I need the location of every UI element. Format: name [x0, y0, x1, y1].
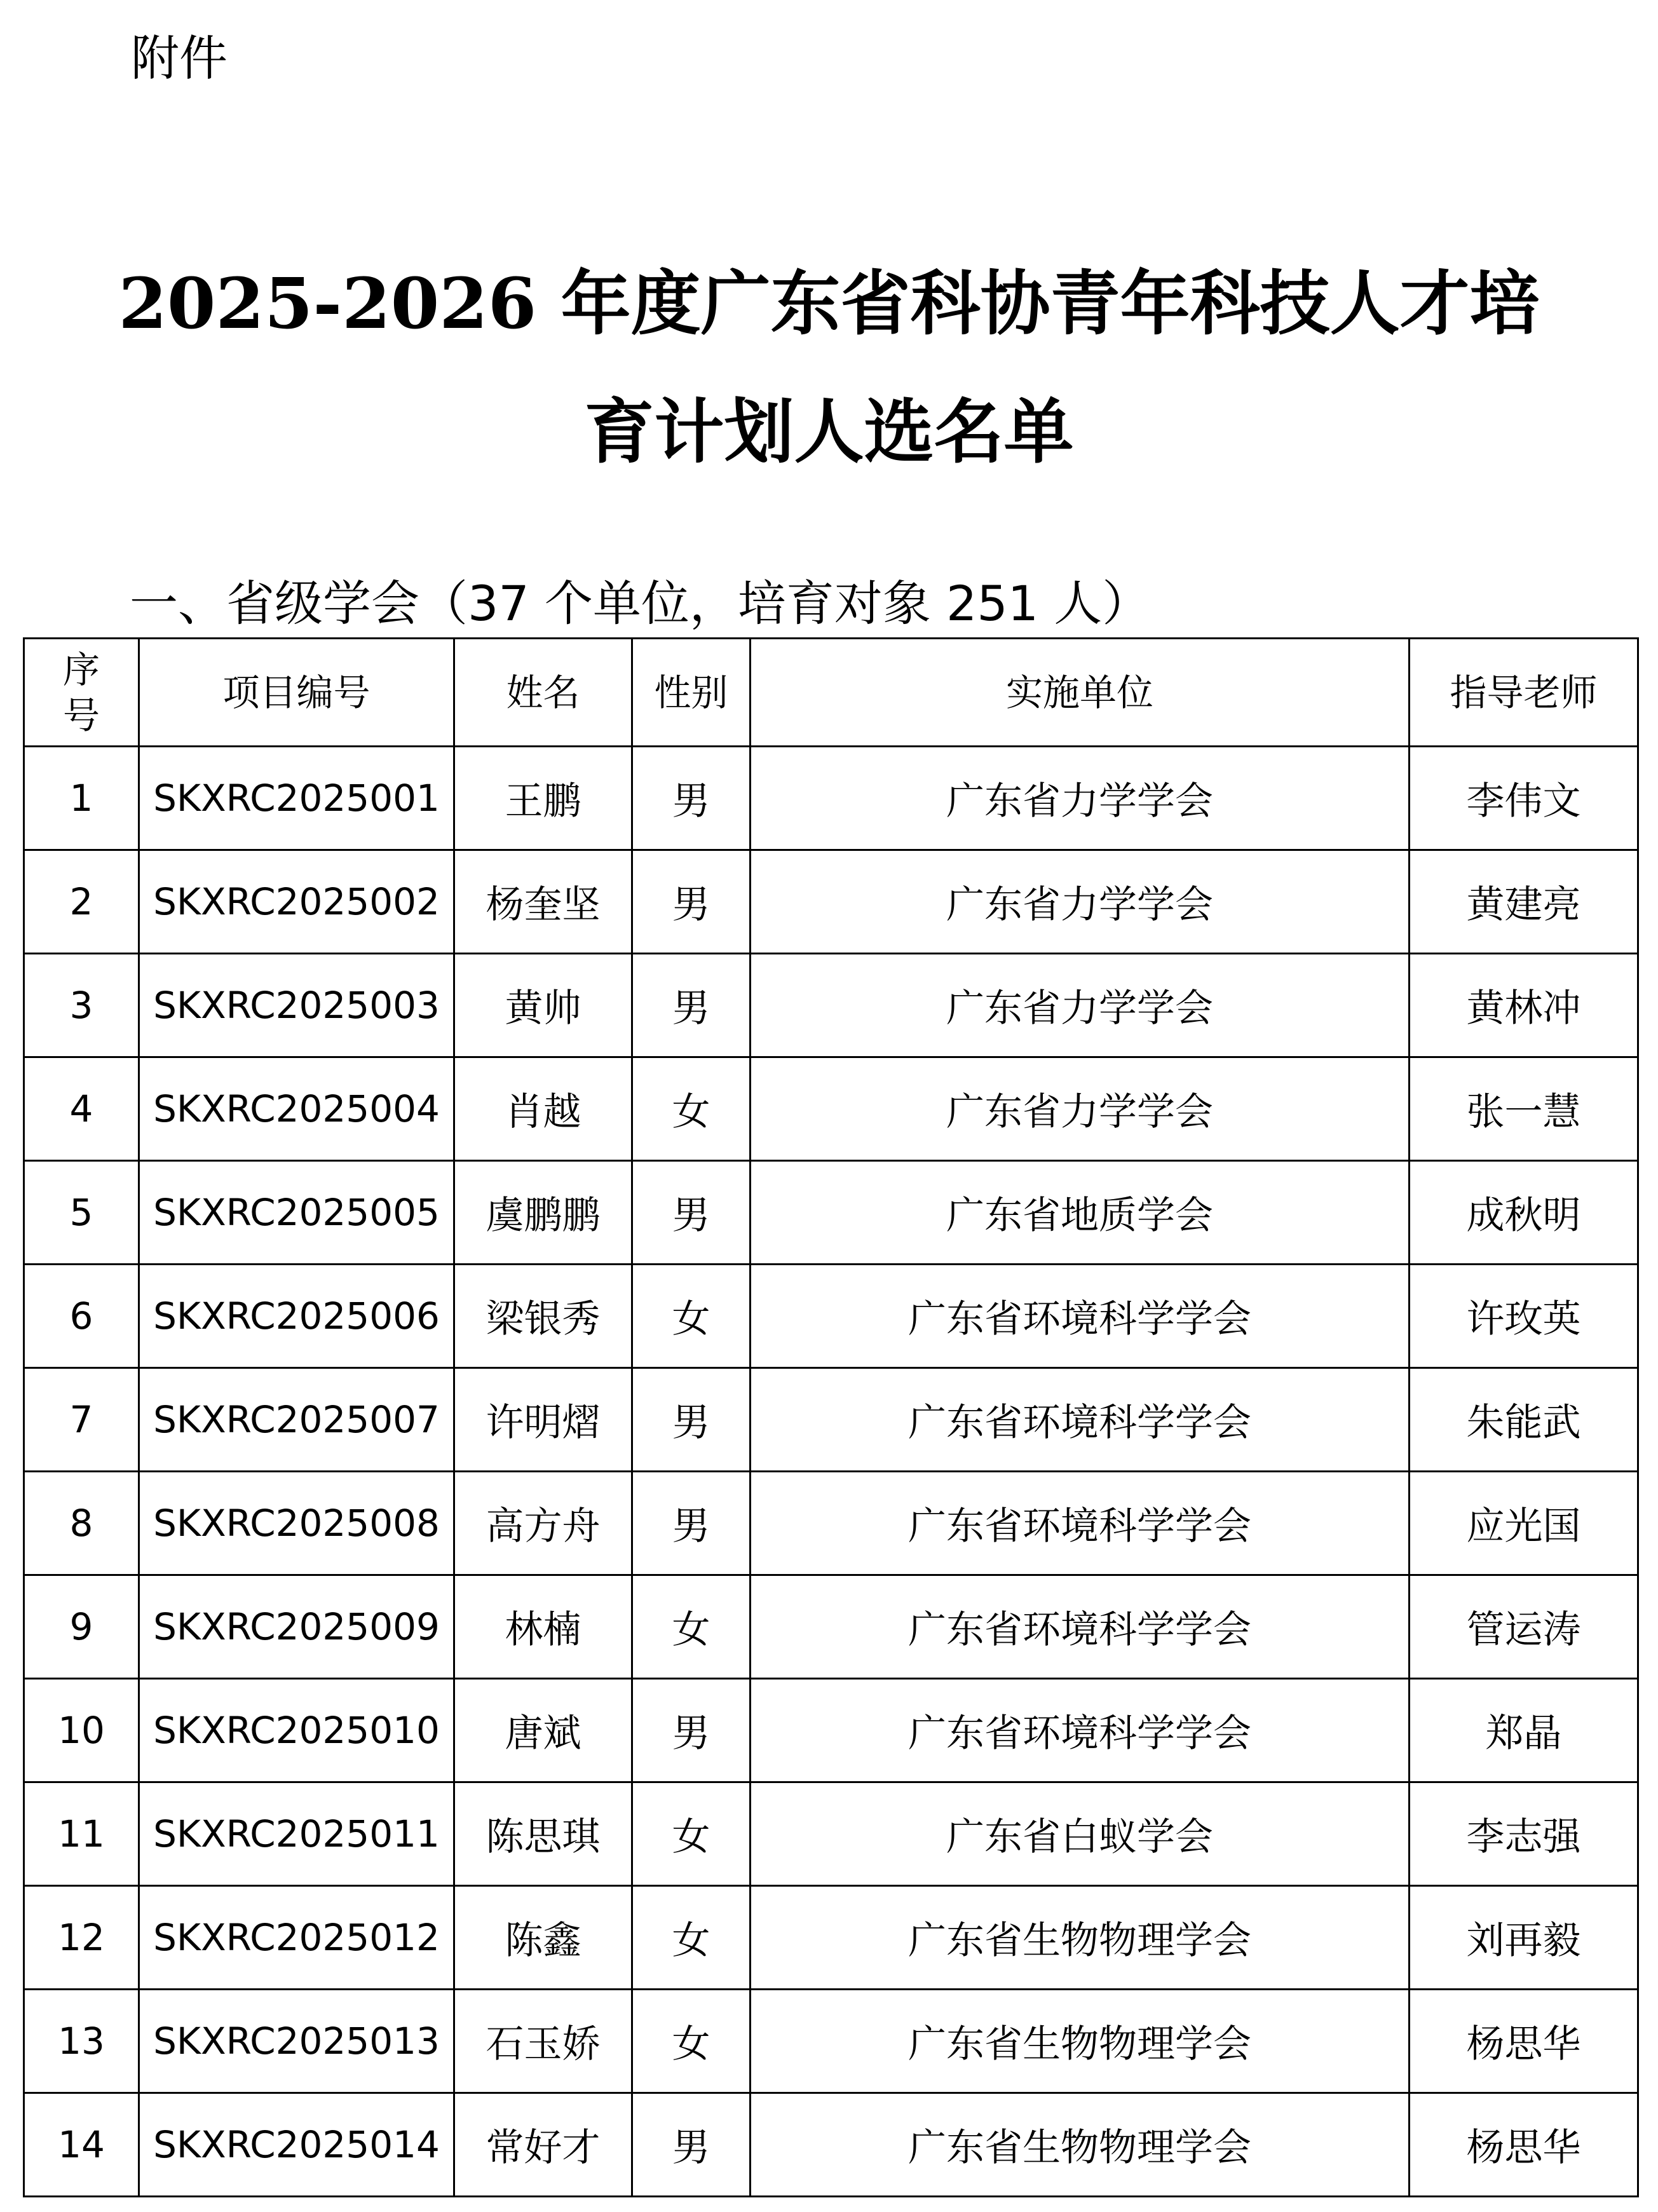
table-row [24, 954, 1638, 1057]
table-row [24, 1575, 1638, 1679]
cell-seq: 10 [24, 1679, 139, 1782]
table-row [24, 1472, 1638, 1575]
cell-gender: 男 [632, 1679, 751, 1782]
header-gender: 性别 [632, 639, 751, 747]
cell-organization: 广东省力学学会 [751, 954, 1410, 1057]
table-row [24, 1265, 1638, 1368]
cell-project-code: SKXRC2025005 [139, 1161, 454, 1265]
cell-advisor: 张一慧 [1410, 1057, 1638, 1161]
cell-advisor: 成秋明 [1410, 1161, 1638, 1265]
header-name: 姓名 [454, 639, 632, 747]
header-organization: 实施单位 [751, 639, 1410, 747]
cell-gender: 男 [632, 747, 751, 850]
table-row [24, 1990, 1638, 2093]
table-row [24, 1886, 1638, 1990]
cell-organization: 广东省生物物理学会 [751, 1990, 1410, 2093]
cell-name: 虞鹏鹏 [454, 1161, 632, 1265]
cell-gender: 男 [632, 850, 751, 954]
cell-gender: 女 [632, 1575, 751, 1679]
attachment-label: 附件 [131, 30, 228, 86]
cell-name: 许明熠 [454, 1368, 632, 1472]
cell-seq: 13 [24, 1990, 139, 2093]
cell-name: 陈鑫 [454, 1886, 632, 1990]
document-title-line-2: 育计划人选名单 [584, 391, 1074, 473]
cell-advisor: 李志强 [1410, 1782, 1638, 1886]
cell-name: 梁银秀 [454, 1265, 632, 1368]
cell-seq: 3 [24, 954, 139, 1057]
cell-gender: 男 [632, 2093, 751, 2197]
cell-seq: 2 [24, 850, 139, 954]
cell-organization: 广东省力学学会 [751, 747, 1410, 850]
table-header-row [24, 639, 1638, 747]
table-row [24, 747, 1638, 850]
cell-project-code: SKXRC2025008 [139, 1472, 454, 1575]
cell-project-code: SKXRC2025006 [139, 1265, 454, 1368]
cell-seq: 7 [24, 1368, 139, 1472]
cell-organization: 广东省环境科学学会 [751, 1679, 1410, 1782]
cell-seq: 9 [24, 1575, 139, 1679]
cell-seq: 11 [24, 1782, 139, 1886]
cell-project-code: SKXRC2025001 [139, 747, 454, 850]
table-row [24, 850, 1638, 954]
cell-advisor: 杨思华 [1410, 1990, 1638, 2093]
cell-name: 唐斌 [454, 1679, 632, 1782]
table-row [24, 1161, 1638, 1265]
cell-seq: 8 [24, 1472, 139, 1575]
cell-advisor: 管运涛 [1410, 1575, 1638, 1679]
header-advisor: 指导老师 [1410, 639, 1638, 747]
cell-name: 高方舟 [454, 1472, 632, 1575]
cell-gender: 男 [632, 1472, 751, 1575]
cell-seq: 4 [24, 1057, 139, 1161]
cell-project-code: SKXRC2025004 [139, 1057, 454, 1161]
cell-seq: 6 [24, 1265, 139, 1368]
cell-organization: 广东省力学学会 [751, 1057, 1410, 1161]
cell-organization: 广东省力学学会 [751, 850, 1410, 954]
cell-gender: 女 [632, 1057, 751, 1161]
cell-gender: 女 [632, 1265, 751, 1368]
cell-advisor: 黄建亮 [1410, 850, 1638, 954]
cell-organization: 广东省白蚁学会 [751, 1782, 1410, 1886]
table-row [24, 2093, 1638, 2197]
cell-project-code: SKXRC2025012 [139, 1886, 454, 1990]
cell-organization: 广东省环境科学学会 [751, 1472, 1410, 1575]
cell-seq: 14 [24, 2093, 139, 2197]
cell-project-code: SKXRC2025003 [139, 954, 454, 1057]
table-body [24, 747, 1638, 2197]
cell-gender: 女 [632, 1990, 751, 2093]
cell-organization: 广东省地质学会 [751, 1161, 1410, 1265]
cell-project-code: SKXRC2025014 [139, 2093, 454, 2197]
header-seq: 序号 [24, 639, 139, 747]
candidate-table [23, 637, 1639, 2197]
cell-advisor: 许玫英 [1410, 1265, 1638, 1368]
cell-advisor: 朱能武 [1410, 1368, 1638, 1472]
cell-project-code: SKXRC2025009 [139, 1575, 454, 1679]
cell-project-code: SKXRC2025013 [139, 1990, 454, 2093]
cell-project-code: SKXRC2025002 [139, 850, 454, 954]
cell-organization: 广东省环境科学学会 [751, 1575, 1410, 1679]
cell-name: 林楠 [454, 1575, 632, 1679]
cell-name: 黄帅 [454, 954, 632, 1057]
cell-organization: 广东省环境科学学会 [751, 1265, 1410, 1368]
table-row [24, 1368, 1638, 1472]
cell-name: 石玉娇 [454, 1990, 632, 2093]
document-title-line-1: 2025-2026 年度广东省科协青年科技人才培 [118, 262, 1540, 344]
cell-project-code: SKXRC2025007 [139, 1368, 454, 1472]
section-heading: 一、省级学会（37 个单位，培育对象 251 人） [130, 575, 1151, 632]
cell-advisor: 应光国 [1410, 1472, 1638, 1575]
cell-gender: 男 [632, 1161, 751, 1265]
cell-name: 杨奎坚 [454, 850, 632, 954]
cell-project-code: SKXRC2025010 [139, 1679, 454, 1782]
cell-advisor: 郑晶 [1410, 1679, 1638, 1782]
cell-gender: 男 [632, 954, 751, 1057]
cell-gender: 女 [632, 1886, 751, 1990]
cell-name: 常好才 [454, 2093, 632, 2197]
cell-advisor: 刘再毅 [1410, 1886, 1638, 1990]
cell-advisor: 杨思华 [1410, 2093, 1638, 2197]
cell-project-code: SKXRC2025011 [139, 1782, 454, 1886]
cell-gender: 女 [632, 1782, 751, 1886]
table-row [24, 1782, 1638, 1886]
cell-name: 王鹏 [454, 747, 632, 850]
cell-name: 肖越 [454, 1057, 632, 1161]
cell-seq: 12 [24, 1886, 139, 1990]
table-row [24, 1679, 1638, 1782]
header-project-code: 项目编号 [139, 639, 454, 747]
cell-name: 陈思琪 [454, 1782, 632, 1886]
cell-gender: 男 [632, 1368, 751, 1472]
cell-advisor: 黄林冲 [1410, 954, 1638, 1057]
cell-advisor: 李伟文 [1410, 747, 1638, 850]
cell-organization: 广东省生物物理学会 [751, 2093, 1410, 2197]
cell-seq: 1 [24, 747, 139, 850]
table-row [24, 1057, 1638, 1161]
cell-organization: 广东省生物物理学会 [751, 1886, 1410, 1990]
cell-seq: 5 [24, 1161, 139, 1265]
cell-organization: 广东省环境科学学会 [751, 1368, 1410, 1472]
